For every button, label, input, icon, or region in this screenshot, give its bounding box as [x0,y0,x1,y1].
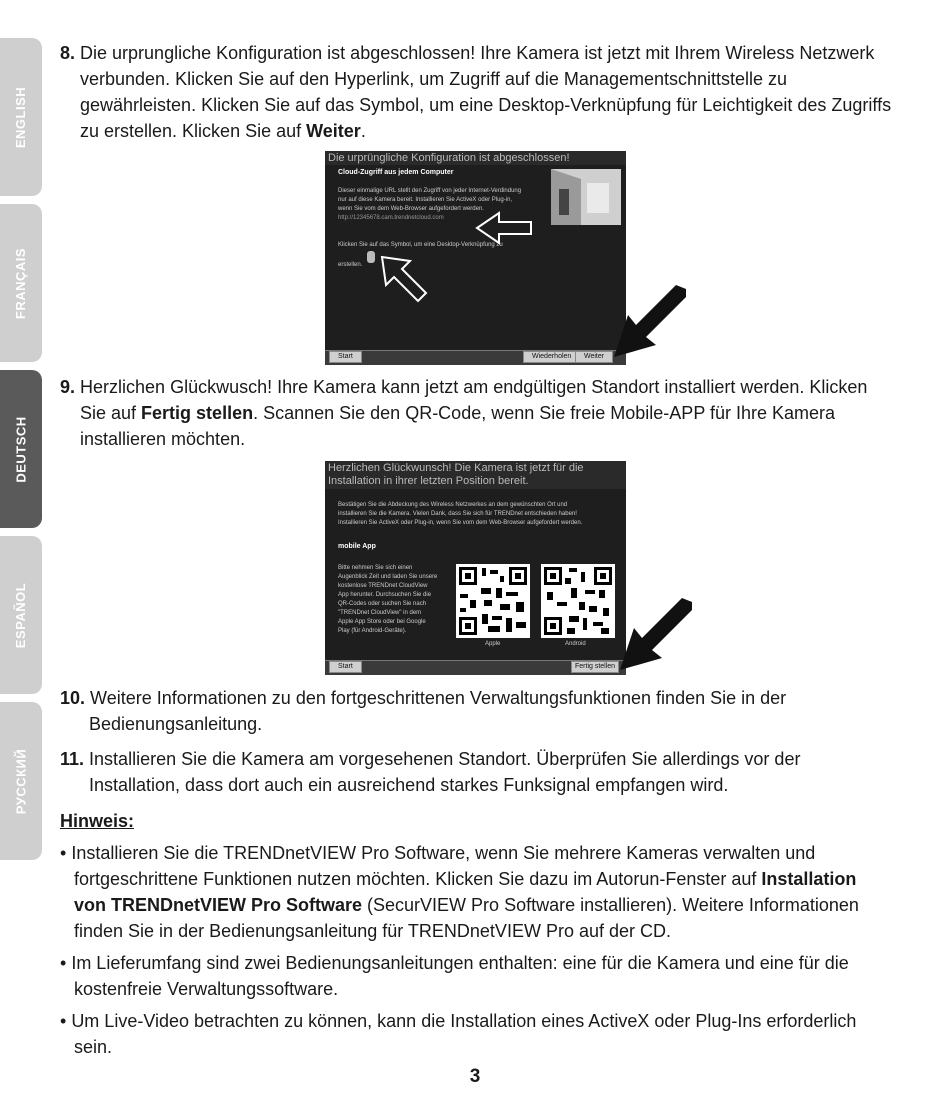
next-button[interactable]: Weiter [575,351,613,363]
screenshot-congratulations: Herzlichen Glückwunsch! Die Kamera ist jetzt für die Installation in ihrer letzten Position bereit. Bestätigen Sie die Abdeckung des Wireless Netzwerkes an dem gewünschten Ort und installieren Sie die Kamera. Vielen Dank, dass Sie sich für TRENDnet entschieden haben! Installieren Sie ActiveX oder Plug-in, wenn Sie vom dem Web-Browser aufgefordert werden. mobile App Bitte nehmen Sie sich einen Augenblick Zeit und laden Sie unsere kostenlose TRENDnet CloudView App herunter. Durchsuchen Sie die QR-Codes oder suchen Sie nach "TRENDnet CloudView" in dem Apple App Store oder bei Google Play (für Android-Geräte). Apple Android Start Fertig stellen [325,461,626,675]
list-item: • Installieren Sie die TRENDnetVIEW Pro Software, wenn Sie mehrere Kameras verwalten und fortgeschrittene Funktionen nutzen möchten. Klicken Sie dazu im Autorun-Fenster auf Installation von TRENDnetVIEW Pro Software (SecurVIEW Pro Software installieren). Weitere Informationen finden Sie in der Bedienungsanleitung für TRENDnetVIEW Pro auf der CD. [60,843,859,941]
arrow-left-icon [475,211,535,245]
cloud-url-link[interactable]: http://12345678.cam.trendnetcloud.com [338,215,444,221]
list-item: • Im Lieferumfang sind zwei Bedienungsanleitungen enthalten: eine für die Kamera und eine für die kostenfreie Verwaltungssoftware. [60,953,849,999]
tab-russian[interactable]: РУССКИЙ [0,702,42,860]
screenshot-subtitle: Cloud-Zugriff aus jedem Computer [338,169,454,176]
step-10: 10. Weitere Informationen zu den fortgeschrittenen Verwaltungsfunktionen finden Sie in der Bedienungsanleitung. [60,688,787,734]
screenshot-config-complete: Die urprüngliche Konfiguration ist abgeschlossen! Cloud-Zugriff aus jedem Computer Dieser einmalige URL stellt den Zugriff von jeder Internet-Verdindung nur auf diese Kamera bereit. Installieren Sie ActiveX oder Plug-in, wenn Sie vom dem Web-Browser aufgefordert werden. http://12345678.cam.trendnetcloud.com Klicken Sie auf das Symbol, um eine Desktop-Verknüpfung zu erstellen. Start Wiederholen Weiter [325,151,626,365]
qr-code-apple[interactable] [456,564,530,638]
start-button[interactable]: Start [329,661,362,673]
finish-button[interactable]: Fertig stellen [571,661,619,673]
screenshot-header: Herzlichen Glückwunsch! Die Kamera ist jetzt für die Installation in ihrer letzten Position bereit. [325,461,626,489]
tab-deutsch[interactable]: DEUTSCH [0,370,42,528]
note-list [60,840,880,1066]
arrow-pointer-icon [612,285,688,361]
note-heading: Hinweis: [60,811,135,831]
screenshot-header: Die urprüngliche Konfiguration ist abgeschlossen! [325,151,626,165]
step-11: 11. Installieren Sie die Kamera am vorgesehenen Standort. Überprüfen Sie allerdings vor der Installation, dass dort auch ein ausreichend starkes Funksignal empfangen wird. [60,749,801,795]
list-item: • Um Live-Video betrachten zu können, kann die Installation eines ActiveX oder Plug-Ins erforderlich sein. [60,1011,857,1057]
tab-francais[interactable]: FRANÇAIS [0,204,42,362]
tab-espanol[interactable]: ESPAÑOL [0,536,42,694]
tab-english[interactable]: ENGLISH [0,38,42,196]
step-8: 8. Die urprungliche Konfiguration ist abgeschlossen! Ihre Kamera ist jetzt mit Ihrem Wireless Netzwerk verbunden. Klicken Sie auf den Hyperlink, um Zugriff auf die Managementschnittstelle zu gewährleisten. Klicken Sie auf das Symbol, um eine Desktop-Verknüpfung für Leichtigkeit des Zugriffs zu erstellen. Klicken Sie auf Weiter. [60,43,892,141]
qr-code-android[interactable] [541,564,615,638]
step-9: 9. Herzlichen Glückwusch! Ihre Kamera kann jetzt am endgültigen Standort installiert werden. Klicken Sie auf Fertig stellen. Scannen Sie den QR-Code, wenn Sie freie Mobile-APP für Ihre Kamera installieren möchten. [60,377,868,449]
arrow-pointer-icon [618,598,694,674]
start-button[interactable]: Start [329,351,362,363]
repeat-button[interactable]: Wiederholen [523,351,580,363]
desktop-shortcut-icon[interactable] [367,251,375,263]
camera-preview-image [551,169,621,225]
page-number: 3 [469,1066,481,1087]
arrow-up-left-icon [380,255,430,305]
mobile-app-heading: mobile App [338,543,376,550]
